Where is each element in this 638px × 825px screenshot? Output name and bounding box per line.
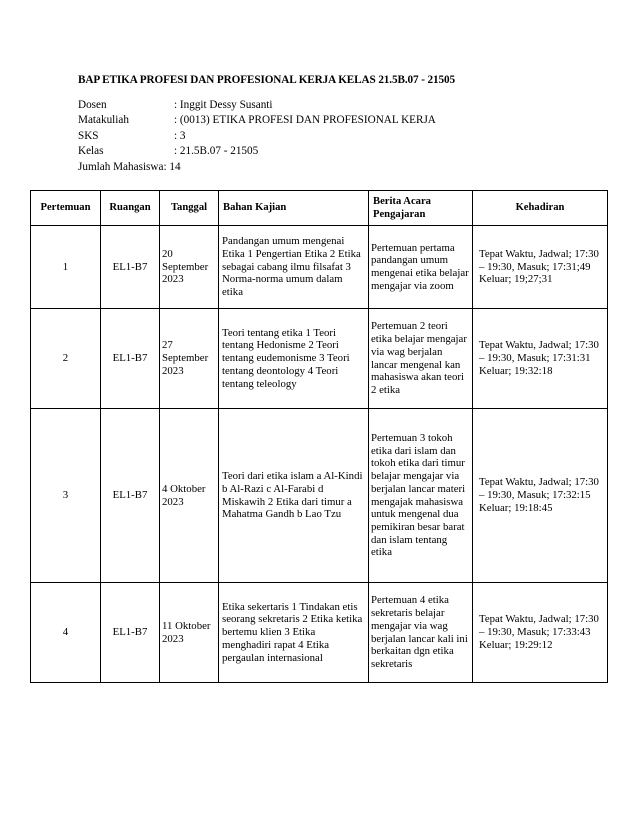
table-row <box>31 309 608 409</box>
cell-pertemuan: 2 <box>31 309 101 409</box>
cell-pertemuan: 4 <box>31 583 101 683</box>
header-ruangan: Ruangan <box>101 191 160 226</box>
bap-table <box>30 190 608 683</box>
table-row <box>31 226 608 309</box>
info-value: : (0013) ETIKA PROFESI DAN PROFESIONAL KERJA <box>174 114 436 127</box>
info-value: : 21.5B.07 - 21505 <box>174 145 259 158</box>
cell-kehadiran: Tepat Waktu, Jadwal; 17:30 – 19:30, Masuk; 17:33:43 Keluar; 19:29:12 <box>473 583 608 683</box>
header-kehadiran: Kehadiran <box>473 191 608 226</box>
cell-bahan-kajian: Etika sekertaris 1 Tindakan etis seorang sekretaris 2 Etika ketika bertemu klien 3 Etika menghadiri rapat 4 Etika pergaulan internasional <box>219 583 369 683</box>
header-berita-acara: Berita Acara Pengajaran <box>369 191 473 226</box>
cell-berita-acara: Pertemuan 3 tokoh etika dari islam dan tokoh etika dari timur belajar mengajar via berjalan lancar materi mengajak mahasiswa untuk mengenal dua pemikiran besar barat dan islam tentang etika <box>369 409 473 583</box>
header-tanggal: Tanggal <box>160 191 219 226</box>
header-bahan-kajian: Bahan Kajian <box>219 191 369 226</box>
cell-bahan-kajian: Teori tentang etika 1 Teori tentang Hedonisme 2 Teori tentang eudemonisme 3 Teori tentang deontology 4 Teori tentang teleology <box>219 309 369 409</box>
info-value: : 3 <box>174 129 186 142</box>
cell-tanggal: 4 Oktober 2023 <box>160 409 219 583</box>
info-label: Kelas <box>78 145 104 158</box>
cell-pertemuan: 3 <box>31 409 101 583</box>
cell-pertemuan: 1 <box>31 226 101 309</box>
cell-ruangan: EL1-B7 <box>101 583 160 683</box>
table-header-row <box>31 191 608 226</box>
info-label: Jumlah Mahasiswa <box>78 160 164 173</box>
info-row-matakuliah <box>78 113 436 128</box>
table-row <box>31 583 608 683</box>
info-value: : Inggit Dessy Susanti <box>174 99 273 111</box>
info-value: : 14 <box>163 160 181 173</box>
cell-tanggal: 11 Oktober 2023 <box>160 583 219 683</box>
cell-kehadiran: Tepat Waktu, Jadwal; 17:30 – 19:30, Masuk; 17:32:15 Keluar; 19:18:45 <box>473 409 608 583</box>
cell-berita-acara: Pertemuan 4 etika sekretaris belajar mengajar via wag berjalan lancar kali ini berkaitan dgn etika sekretaris <box>369 583 473 683</box>
cell-kehadiran: Tepat Waktu, Jadwal; 17:30 – 19:30, Masuk; 17:31:31 Keluar; 19:32:18 <box>473 309 608 409</box>
cell-kehadiran: Tepat Waktu, Jadwal; 17:30 – 19:30, Masuk; 17:31;49 Keluar; 19;27;31 <box>473 226 608 309</box>
cell-berita-acara: Pertemuan 2 teori etika belajar mengajar via wag berjalan lancar mengenal kan mahasiswa akan teori 2 etika <box>369 309 473 409</box>
table-row <box>31 409 608 583</box>
info-row-sks <box>78 129 436 144</box>
info-row-kelas <box>78 144 436 159</box>
course-info <box>78 98 436 175</box>
cell-tanggal: 27 September 2023 <box>160 309 219 409</box>
info-row-dosen <box>78 98 436 113</box>
info-label: Dosen <box>78 99 107 111</box>
info-row-jumlah-mahasiswa <box>78 160 436 175</box>
cell-bahan-kajian: Pandangan umum mengenai Etika 1 Pengertian Etika 2 Etika sebagai cabang ilmu filsafat 3 Norma-norma umum dalam etika <box>219 226 369 309</box>
cell-ruangan: EL1-B7 <box>101 309 160 409</box>
header-pertemuan: Pertemuan <box>31 191 101 226</box>
cell-ruangan: EL1-B7 <box>101 226 160 309</box>
info-label: SKS <box>78 129 99 142</box>
cell-tanggal: 20 September 2023 <box>160 226 219 309</box>
info-label: Matakuliah <box>78 114 129 127</box>
cell-ruangan: EL1-B7 <box>101 409 160 583</box>
document-title: BAP ETIKA PROFESI DAN PROFESIONAL KERJA KELAS 21.5B.07 - 21505 <box>78 74 456 86</box>
cell-bahan-kajian: Teori dari etika islam a Al-Kindi b Al-Razi c Al-Farabi d Miskawih 2 Etika dari timur a Mahatma Gandh b Lao Tzu <box>219 409 369 583</box>
cell-berita-acara: Pertemuan pertama pandangan umum mengenai etika belajar mengajar via zoom <box>369 226 473 309</box>
